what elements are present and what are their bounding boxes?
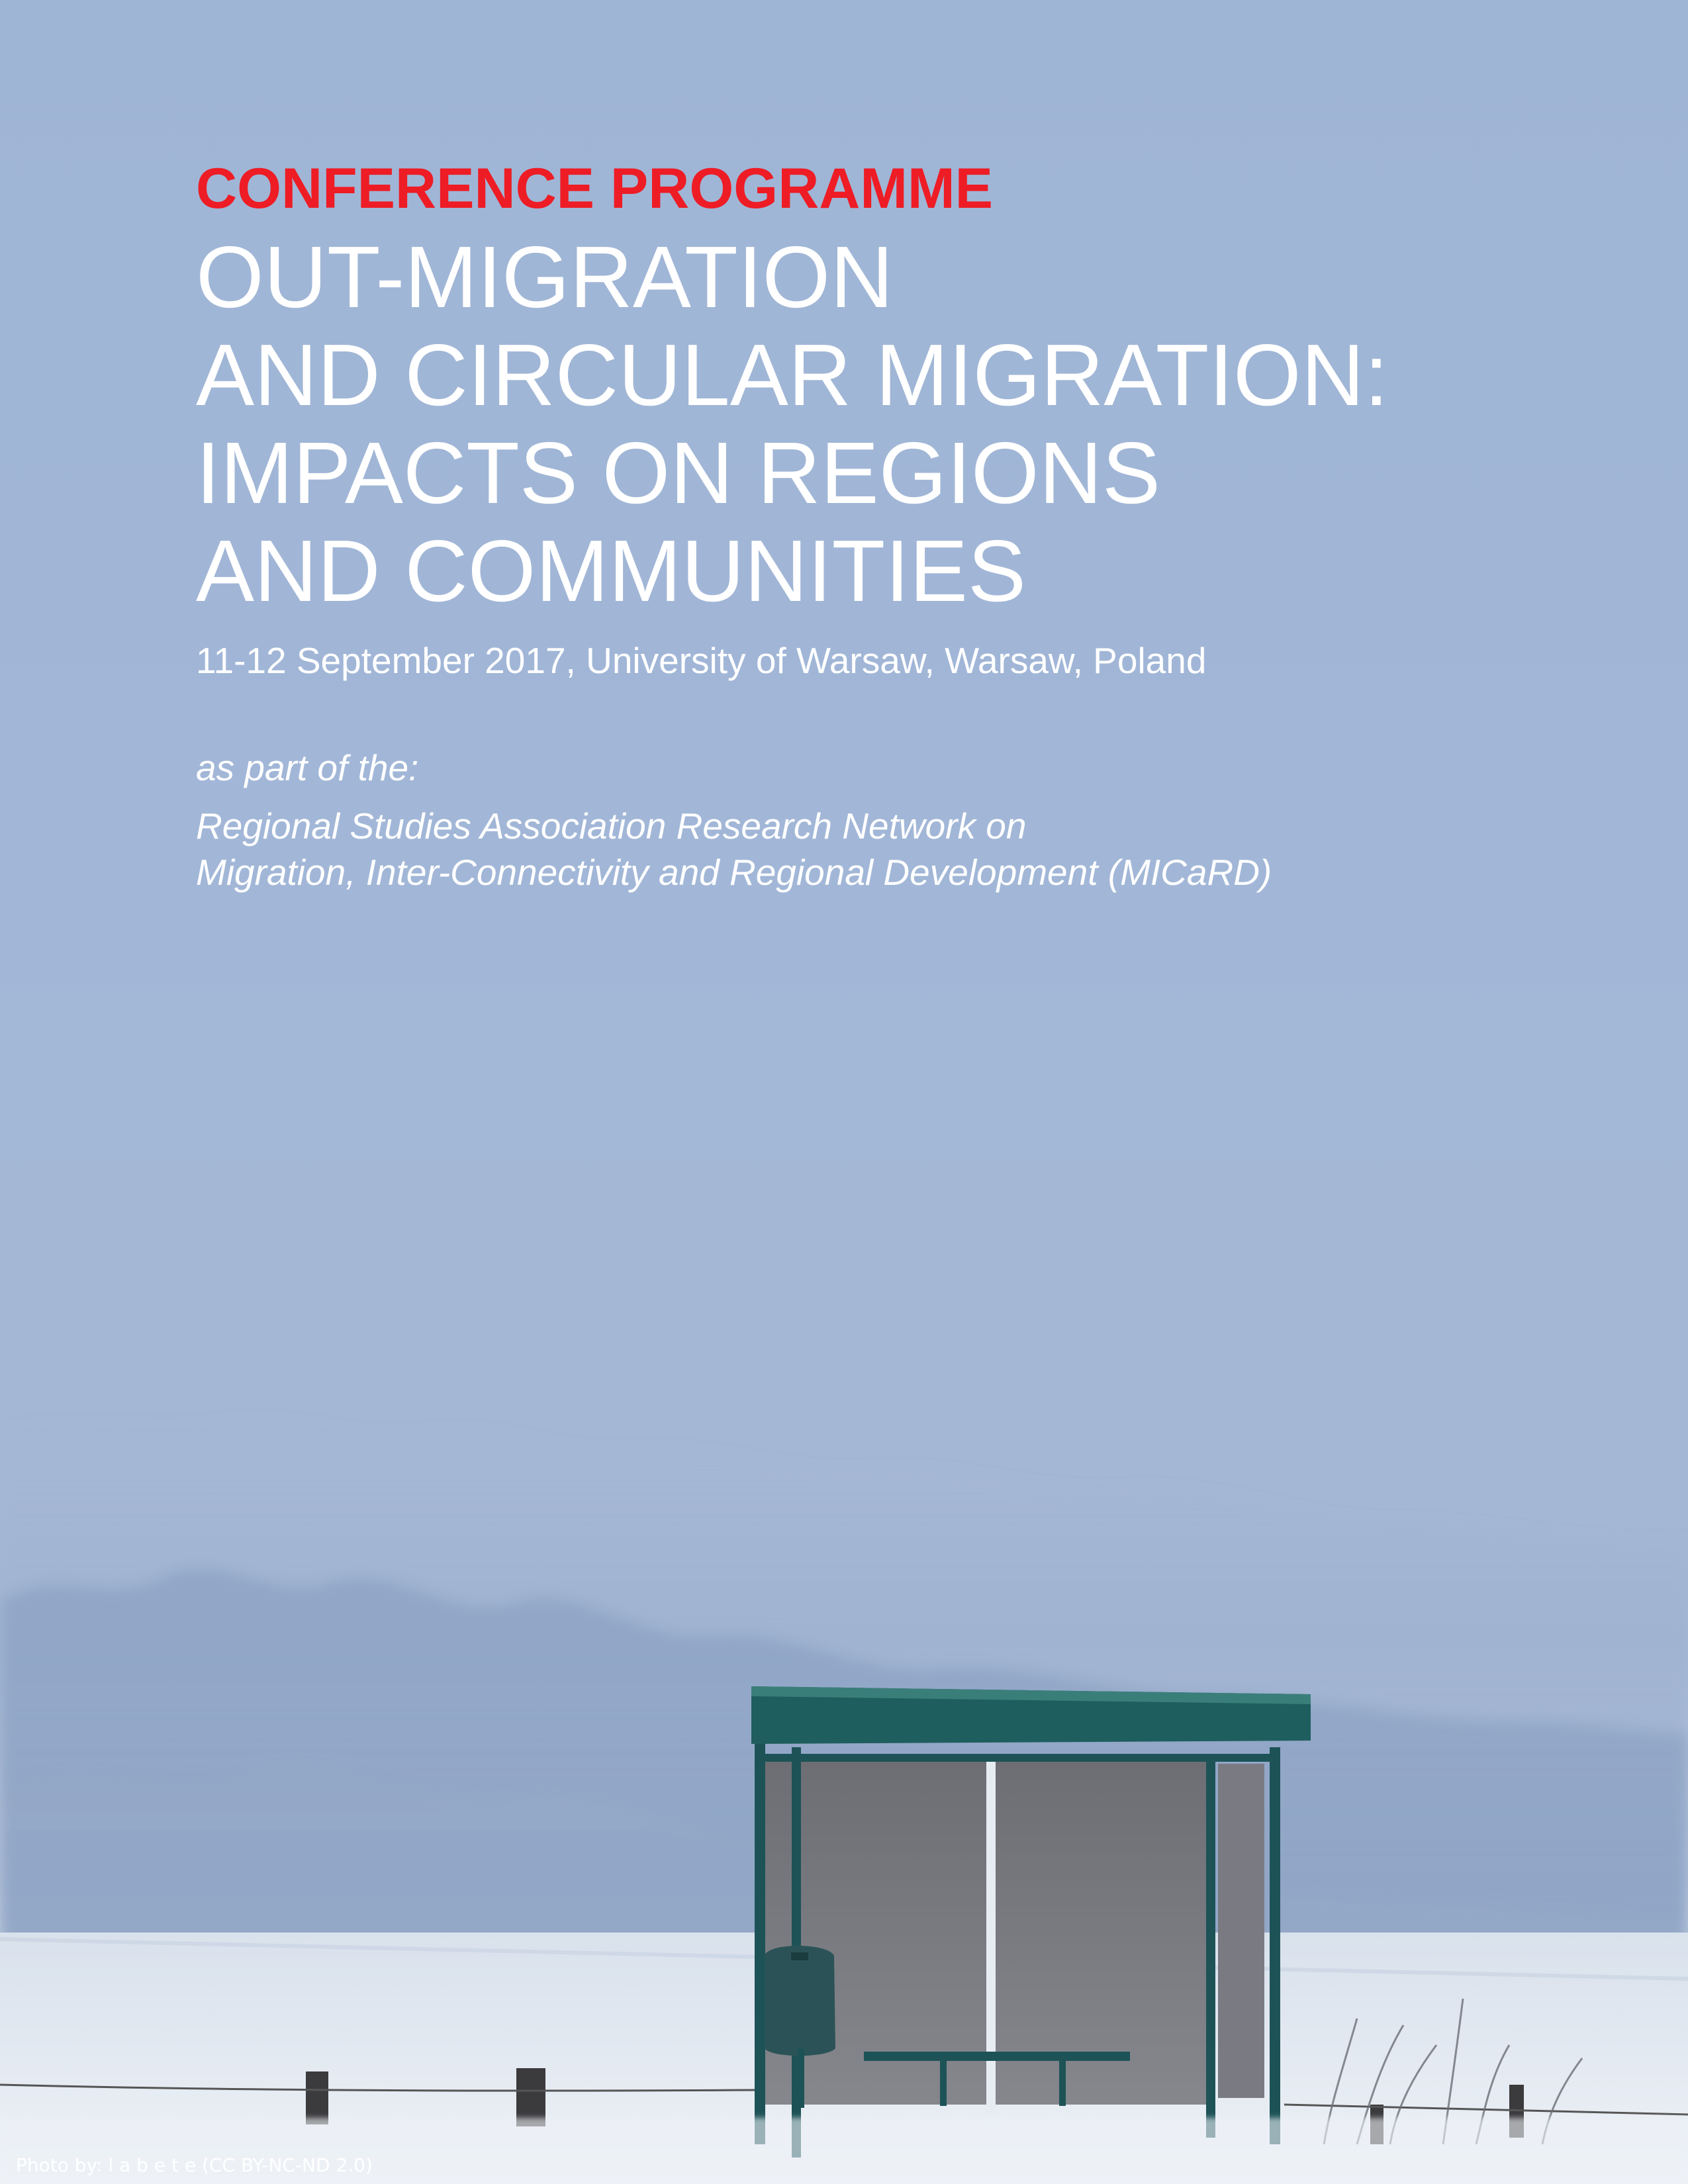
- date-and-venue: 11-12 September 2017, University of Warsaw, Warsaw, Poland: [196, 640, 1207, 681]
- network-line: Regional Studies Association Research Network on: [196, 805, 1027, 846]
- title-line: AND COMMUNITIES: [196, 522, 1026, 619]
- programme-kicker: CONFERENCE PROGRAMME: [196, 157, 994, 220]
- title-line: OUT-MIGRATION: [196, 228, 894, 326]
- title-line: IMPACTS ON REGIONS: [196, 424, 1161, 522]
- network-line: Migration, Inter-Connectivity and Regional Development (MICaRD): [196, 852, 1272, 893]
- affiliation-intro: as part of the:: [196, 747, 419, 788]
- bus-shelter: [751, 1686, 1311, 2158]
- conference-title: [196, 228, 1586, 620]
- photo-credit: Photo by: l a b e t e (CC BY-NC-ND 2.0): [16, 2154, 373, 2176]
- research-network: [196, 803, 1586, 895]
- title-block: [196, 156, 1586, 895]
- title-line: AND CIRCULAR MIGRATION:: [196, 326, 1389, 424]
